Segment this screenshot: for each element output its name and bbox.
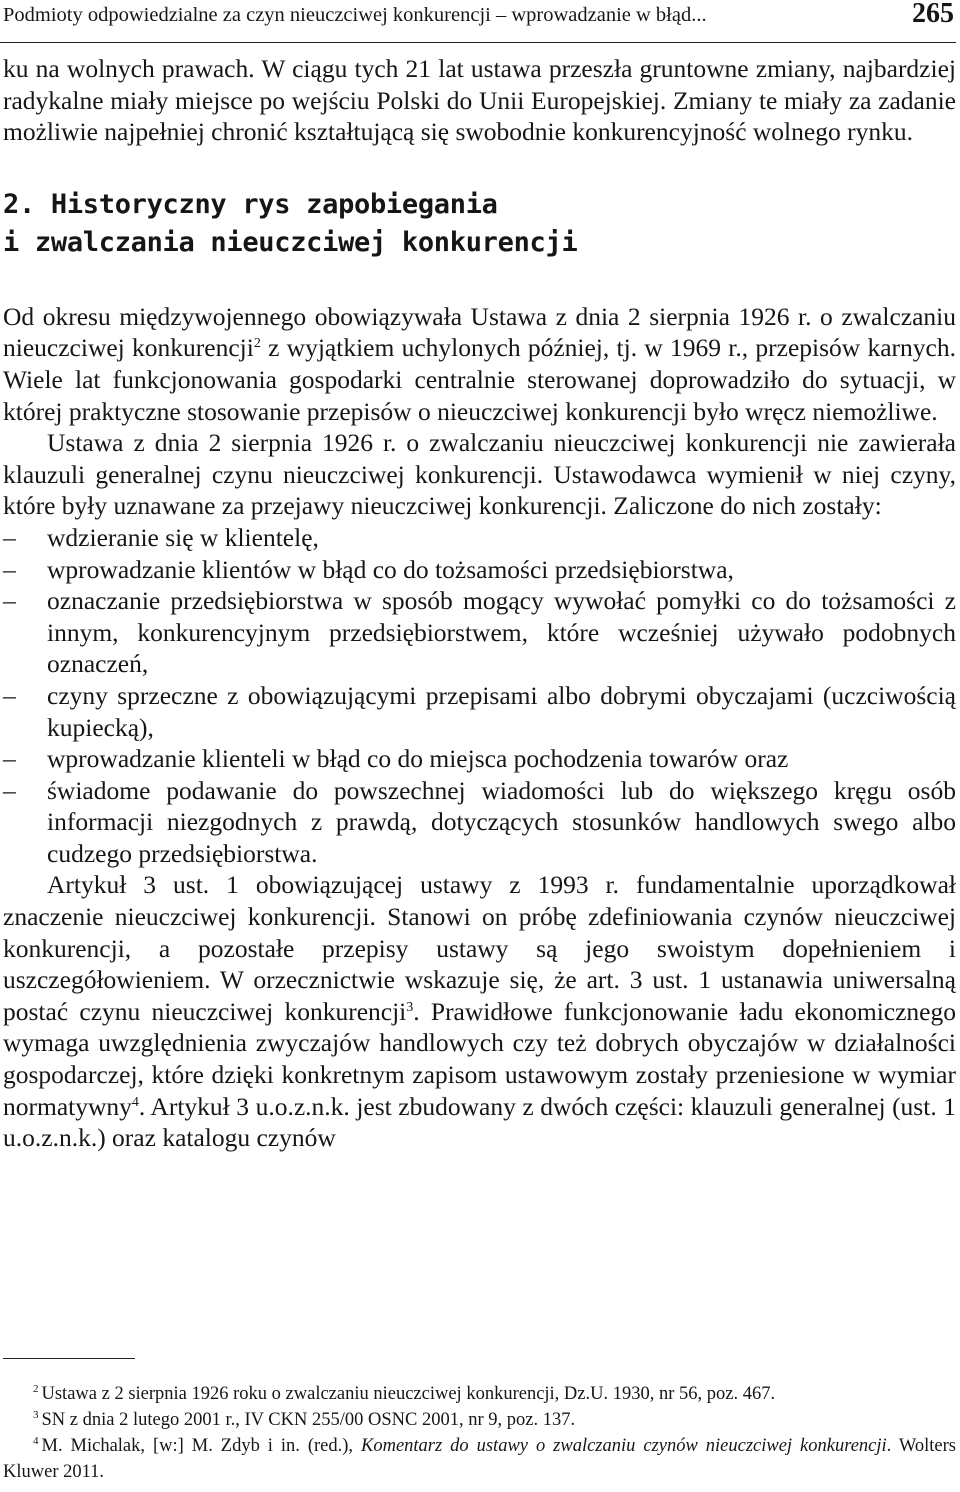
list-item: – oznaczanie przedsiębiorstwa w sposób mogący wywołać pomyłki co do tożsamości z innym, konkurencyjnym przedsiębiorstwem, które wcześniej używało podobnych oznaczeń,	[3, 585, 956, 680]
section-heading-line-2: i zwalczania nieuczciwej konkurencji	[3, 227, 578, 259]
page-number: 265	[912, 0, 954, 29]
footnote-number: 2	[33, 1383, 39, 1395]
paragraph-1	[3, 301, 956, 427]
footnote-3	[3, 1407, 956, 1433]
paragraph-3-text: Artykuł 3 ust. 1 obowiązującej ustawy z 1993 r. fundamentalnie uporządkował znaczenie nieuczciwej konkurencji. Stanowi on próbę zdefiniowania czynów nieuczciwej konkurencji, a pozostałe przepisy ustawy są jego swoistym dopełnieniem i uszczegółowieniem. W orzecznictwie wskazuje się, że art. 3 ust. 1 ustanawia uniwersalną postać czynu nieuczciwej konkurencji	[3, 870, 956, 1026]
footnote-ref-3[interactable]: 3	[406, 999, 414, 1015]
footnote-ref-4[interactable]: 4	[131, 1094, 139, 1110]
footnote-2	[3, 1381, 956, 1407]
paragraph-3-text-end: . Artykuł 3 u.o.z.n.k. jest zbudowany z dwóch części: klauzuli generalnej (ust. 1 u.o.z.n.k.) oraz katalogu czynów	[3, 1091, 956, 1153]
page-header	[0, 0, 956, 43]
list-item: – świadome podawanie do powszechnej wiadomości lub do większego kręgu osób informacji niezgodnych z prawdą, dotyczących stosunków handlowych swego albo cudzego przedsiębiorstwa.	[3, 775, 956, 870]
footnote-number: 3	[33, 1409, 39, 1421]
footnote-author: M. Michalak, [w:] M. Zdyb i in. (red.),	[41, 1436, 361, 1456]
footnote-number: 4	[33, 1435, 39, 1447]
list-item: – wprowadzanie klienteli w błąd co do miejsca pochodzenia towarów oraz	[3, 743, 956, 775]
footnote-4	[3, 1433, 956, 1485]
list-item: – wprowadzanie klientów w błąd co do tożsamości przedsiębiorstwa,	[3, 554, 956, 586]
acts-list	[3, 522, 956, 870]
list-item: – czyny sprzeczne z obowiązującymi przepisami albo dobrymi obyczajami (uczciwością kupiecką),	[3, 680, 956, 743]
paragraph-1-text: Od okresu międzywojennego obowiązywała Ustawa z dnia 2 sierpnia 1926 r. o zwalczaniu nieuczciwej konkurencji	[3, 301, 956, 363]
paragraph-2: Ustawa z dnia 2 sierpnia 1926 r. o zwalczaniu nieuczciwej konkurencji nie zawierała klauzuli generalnej czynu nieuczciwej konkurencji. Ustawodawca wymienił w niej czyny, które były uznawane za przejawy nieuczciwej konkurencji. Zaliczone do nich zostały:	[3, 428, 956, 521]
footnote-ref-2[interactable]: 2	[253, 336, 261, 352]
footnote-book-title: Komentarz do ustawy o zwalczaniu czynów nieuczciwej konkurencji	[361, 1436, 887, 1456]
footnote-publisher: . Wolters Kluwer 2011.	[3, 1436, 956, 1482]
section-heading	[3, 186, 956, 263]
paragraph-1-text-cont: z wyjątkiem uchylonych później, tj. w 1969 r., przepisów karnych. Wiele lat funkcjonowania gospodarki centralnie sterowanej doprowadziło do sytuacji, w której praktyczne stosowanie przepisów o nieuczciwej konkurencji było wręcz niemożliwe.	[3, 333, 956, 426]
footnotes	[3, 1358, 956, 1485]
footnote-separator	[3, 1358, 135, 1359]
list-item: – wdzieranie się w klientelę,	[3, 522, 956, 554]
footnote-text: Ustawa z 2 sierpnia 1926 roku o zwalczaniu nieuczciwej konkurencji, Dz.U. 1930, nr 56, poz. 467.	[41, 1384, 776, 1404]
paragraph-3	[3, 869, 956, 1153]
running-title: Podmioty odpowiedzialne za czyn nieuczciwej konkurencji – wprowadzanie w błąd...	[3, 4, 707, 26]
main-text	[3, 53, 956, 1154]
intro-paragraph: ku na wolnych prawach. W ciągu tych 21 lat ustawa przeszła gruntowne zmiany, najbardziej radykalne miały miejsce po wejściu Polski do Unii Europejskiej. Zmiany te miały za zadanie możliwie najpełniej chronić kształtującą się swobodnie konkurencyjność wolnego rynku.	[3, 54, 956, 147]
section-heading-line-1: 2. Historyczny rys zapobiegania	[3, 188, 498, 220]
footnote-text: SN z dnia 2 lutego 2001 r., IV CKN 255/00 OSNC 2001, nr 9, poz. 137.	[41, 1410, 576, 1430]
paragraph-3-text-cont: . Prawidłowe funkcjonowanie ładu ekonomicznego wymaga uwzględnienia zwyczajów handlowych czy też dobrych obyczajów w działalności gospodarczej, które dzięki konkretnym zapisom ustawowym zostały przeniesione w wymiar normatywny	[3, 996, 957, 1121]
